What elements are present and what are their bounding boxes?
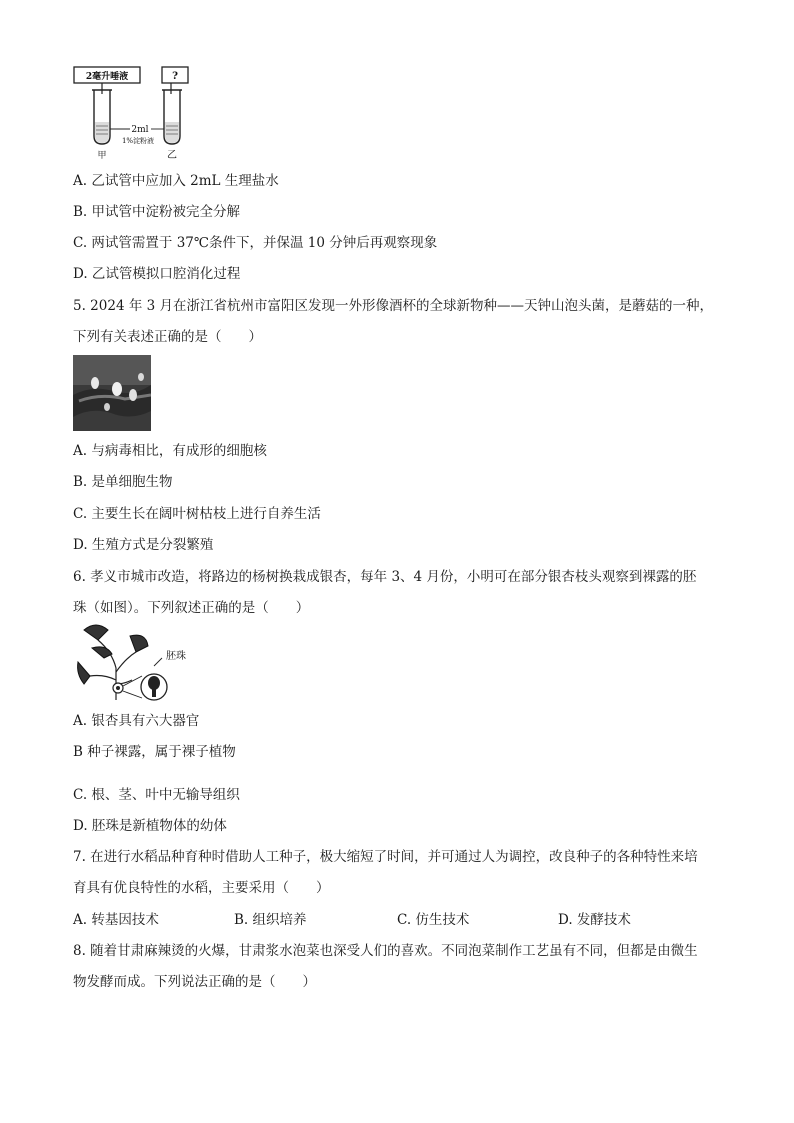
tube-b: [162, 90, 182, 144]
q6-option-c: C. 根、茎、叶中无输导组织: [73, 787, 240, 803]
test-tube-figure: [72, 64, 202, 164]
q7-option-a: A. 转基因技术: [73, 912, 159, 928]
right-label-text: ?: [172, 71, 178, 82]
q8-stem-line2: 物发酵而成。下列说法正确的是（ ）: [73, 974, 316, 990]
q6-stem-line1: 6. 孝义市城市改造，将路边的杨树换栽成银杏，每年 3、4 月份，小明可在部分银杏枝头观察到裸露的胚: [73, 569, 697, 585]
ovule-label: 胚珠: [166, 651, 186, 662]
q4-option-b: B. 甲试管中淀粉被完全分解: [73, 204, 241, 220]
left-label-text: 2毫升唾液: [85, 72, 129, 82]
q4-option-c: C. 两试管需置于 37℃条件下，并保温 10 分钟后再观察现象: [73, 235, 438, 251]
q5-option-d: D. 生殖方式是分裂繁殖: [73, 537, 214, 553]
q4-option-d: D. 乙试管模拟口腔消化过程: [73, 266, 241, 282]
q6-option-b: B 种子裸露，属于裸子植物: [73, 744, 236, 760]
right-label-box: [162, 67, 188, 83]
q5-stem-line1: 5. 2024 年 3 月在浙江省杭州市富阳区发现一外形像酒杯的全球新物种——天钟山泡头菌，是蘑菇的一种，: [73, 298, 713, 314]
ginkgo-figure: [74, 622, 186, 704]
solution-label: 1%淀粉液: [121, 137, 155, 145]
tube-a: [92, 90, 112, 144]
q6-option-d: D. 胚珠是新植物体的幼体: [73, 818, 227, 834]
q5-option-c: C. 主要生长在阔叶树枯枝上进行自养生活: [73, 506, 321, 522]
tube-b-label: 乙: [167, 150, 177, 161]
volume-label: 2ml: [131, 125, 149, 135]
left-label-box: [74, 67, 140, 83]
mushroom-photo: [73, 355, 151, 431]
q4-option-a: A. 乙试管中应加入 2mL 生理盐水: [73, 173, 279, 189]
q7-option-b: B. 组织培养: [234, 912, 307, 928]
q7-option-c: C. 仿生技术: [397, 912, 470, 928]
q5-stem-line2: 下列有关表述正确的是（ ）: [73, 329, 262, 345]
q7-stem-line2: 育具有优良特性的水稻，主要采用（ ）: [73, 880, 330, 896]
q7-option-d: D. 发酵技术: [558, 912, 631, 928]
q6-option-a: A. 银杏具有六大器官: [73, 713, 200, 729]
q8-stem-line1: 8. 随着甘肃麻辣烫的火爆，甘肃浆水泡菜也深受人们的喜欢。不同泡菜制作工艺虽有不同，但都是由微生: [73, 943, 698, 959]
tube-a-label: 甲: [97, 151, 107, 161]
q6-stem-line2: 珠（如图）。下列叙述正确的是（ ）: [73, 600, 310, 616]
q7-stem-line1: 7. 在进行水稻品种育种时借助人工种子，极大缩短了时间，并可通过人为调控，改良种子的各种特性来培: [73, 849, 698, 865]
q5-option-b: B. 是单细胞生物: [73, 474, 173, 490]
q5-option-a: A. 与病毒相比，有成形的细胞核: [73, 443, 267, 459]
